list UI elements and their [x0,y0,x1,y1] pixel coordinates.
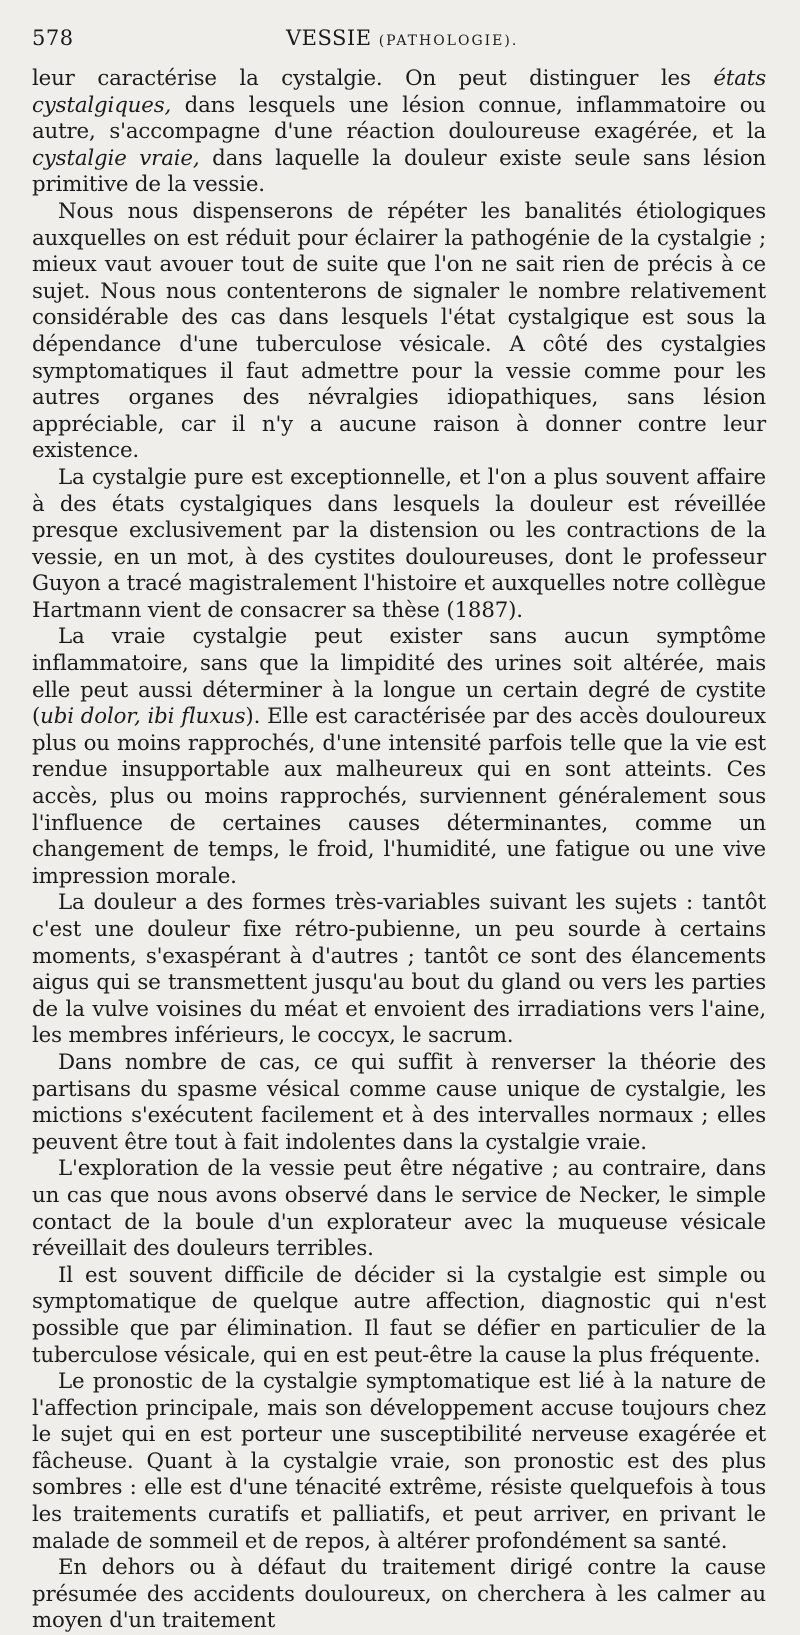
paragraph-text: dans lesquels une lésion connue, inflammatoire ou autre, s'accompagne d'une réaction douloureuse exagérée, et la [32,92,766,145]
paragraph-true-cystalgia [32,624,766,890]
paragraph-treatment: En dehors ou à défaut du traitement dirigé contre la cause présumée des accidents douloureux, on cherchera à les calmer au moyen d'un traitement [32,1555,766,1634]
page-number: 578 [32,26,74,50]
paragraph-exploration: L'exploration de la vessie peut être négative ; au contraire, dans un cas que nous avons observé dans le service de Necker, le simple contact de la boule d'un explorateur avec la muqueuse vésicale réveillait des douleurs terribles. [32,1156,766,1262]
paragraph-diagnosis: Il est souvent difficile de décider si la cystalgie est simple ou symptomatique de quelque autre affection, diagnostic qui n'est possible que par élimination. Il faut se défier en particulier de la tuberculose vésicale, qui en est peut-être la cause la plus fréquente. [32,1262,766,1368]
paragraph-text: dans laquelle la douleur existe seule sans lésion primitive de la vessie. [32,145,766,198]
italic-term: ubi dolor, ibi fluxus [40,704,246,730]
running-title-main: VESSIE [286,26,372,50]
paragraph-text: ). Elle est caractérisée par des accès douloureux plus ou moins rapprochés, d'une intensité parfois telle que la vie est rendue insupportable aux malheureux qui en sont atteints. Ces accès, plus ou moins rapprochés, surviennent généralement sous l'influence de certaines causes déterminantes, comme un changement de temps, le froid, l'humidité, une fatigue ou une vive impression morale. [32,704,766,889]
paragraph-continued [32,66,766,199]
running-title-subtitle: (PATHOLOGIE). [378,33,519,49]
paragraph-pain-forms: La douleur a des formes très-variables suivant les sujets : tantôt c'est une douleur fixe rétro-pubienne, un peu sourde à certains moments, s'exaspérant à d'autres ; tantôt ce sont des élancements aigus qui se transmettent jusqu'au bout du gland ou vers les parties de la vulve voisines du méat et envoient des irradiations vers l'aine, les membres inférieurs, le coccyx, le sacrum. [32,890,766,1049]
paragraph-prognosis: Le pronostic de la cystalgie symptomatique est lié à la nature de l'affection principale, mais son développement accuse toujours chez le sujet qui en est porteur une susceptibilité nerveuse exagérée et fâcheuse. Quant à la cystalgie vraie, son pronostic est des plus sombres : elle est d'une ténacité extrême, résiste quelquefois à tous les traitements curatifs et palliatifs, et peut arriver, en privant le malade de sommeil et de repos, à altérer profondément sa santé. [32,1369,766,1554]
running-head [32,26,766,66]
italic-term: états cystalgiques, [32,66,766,118]
paragraph-text: leur caractérise la cystalgie. On peut distinguer les [32,66,714,91]
paragraph-mictions: Dans nombre de cas, ce qui suffit à renverser la théorie des partisans du spasme vésical comme cause unique de cystalgie, les mictions s'exécutent facilement et à des intervalles normaux ; elles peuvent être tout à fait indolentes dans la cystalgie vraie. [32,1049,766,1155]
running-title [286,26,518,50]
body-text [32,66,766,1635]
paragraph-pure-cystalgia: La cystalgie pure est exceptionnelle, et l'on a plus souvent affaire à des états cystalgiques dans lesquels la douleur est réveillée presque exclusivement par la distension ou les contractions de la vessie, en un mot, à des cystites douloureuses, dont le professeur Guyon a tracé magistralement l'histoire et auxquelles notre collègue Hartmann vient de consacrer sa thèse (1887). [32,464,766,623]
italic-term: cystalgie vraie, [32,145,200,171]
paragraph-etiology: Nous nous dispenserons de répéter les banalités étiologiques auxquelles on est réduit pour éclairer la pathogénie de la cystalgie ; mieux vaut avouer tout de suite que l'on ne sait rien de précis à ce sujet. Nous nous contenterons de signaler le nombre relativement considérable des cas dans lesquels l'état cystalgique est sous la dépendance d'une tuberculose vésicale. A côté des cystalgies symptomatiques il faut admettre pour la vessie comme pour les autres organes des névralgies idiopathiques, sans lésion appréciable, car il n'y a aucune raison à donner contre leur existence. [32,198,766,464]
paragraph-text: La vraie cystalgie peut exister sans aucun symptôme inflammatoire, sans que la limpidité des urines soit altérée, mais elle peut aussi déterminer à la longue un certain degré de cystite ( [32,624,766,730]
